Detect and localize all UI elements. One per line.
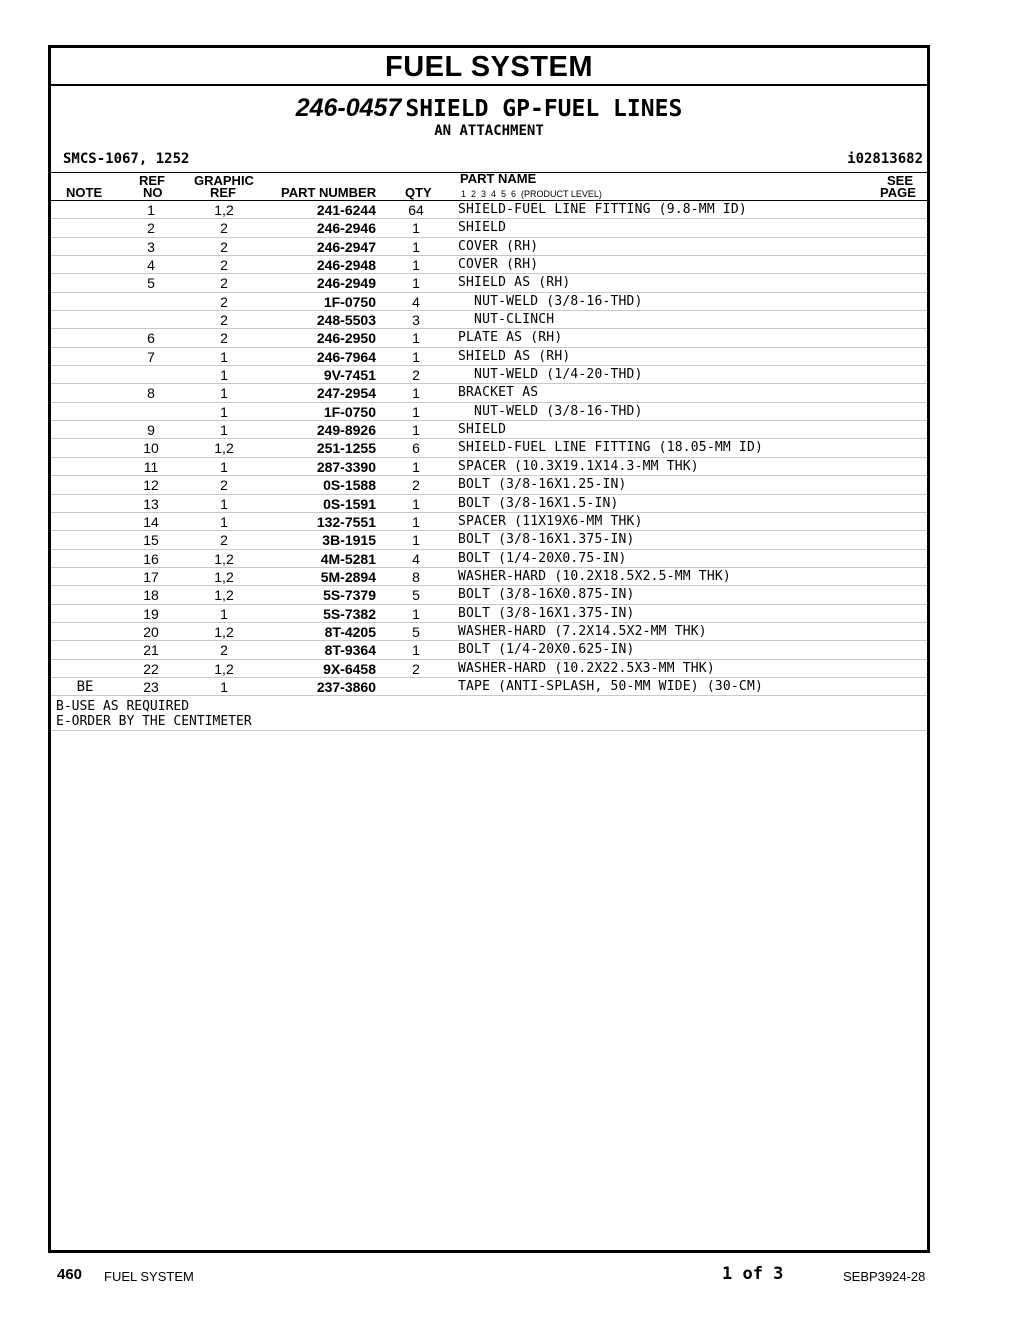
table-row [51, 219, 927, 237]
table-row [51, 660, 927, 678]
ref-no-cell: 1 [147, 202, 155, 218]
graphic-ref-cell: 1 [220, 678, 228, 695]
graphic-ref-cell: 1,2 [214, 587, 234, 604]
qty-cell: 1 [412, 532, 420, 549]
ref-no-cell: 21 [143, 642, 159, 659]
part-name-cell: WASHER-HARD (10.2X22.5X3-MM THK) [458, 660, 715, 676]
graphic-ref-cell: 1 [220, 605, 228, 622]
part-number-cell: 249-8926 [316, 422, 376, 439]
table-row [51, 458, 927, 476]
qty-cell: 2 [412, 367, 420, 384]
col-graphic-top: GRAPHIC [194, 173, 254, 188]
graphic-ref-cell: 2 [220, 477, 228, 494]
part-name-cell: WASHER-HARD (7.2X14.5X2-MM THK) [458, 623, 707, 639]
part-name-cell: PLATE AS (RH) [458, 330, 563, 346]
col-see-top: SEE [887, 173, 914, 188]
col-note: NOTE [66, 185, 103, 200]
qty-cell: 5 [412, 623, 420, 640]
graphic-ref-cell: 1 [220, 458, 228, 475]
table-row [51, 623, 927, 641]
table-row [51, 201, 927, 219]
footer-section: FUEL SYSTEM [104, 1269, 194, 1284]
part-number-cell: 248-5503 [316, 312, 376, 329]
part-number-cell: 5M-2894 [320, 568, 376, 585]
ref-no-cell: 8 [147, 385, 155, 402]
parts-table-body [51, 201, 927, 696]
table-row [51, 641, 927, 659]
qty-cell: 1 [412, 275, 420, 292]
part-number-cell: 246-2949 [316, 275, 376, 292]
ref-no-cell: 16 [143, 550, 159, 567]
part-name-cell: SPACER (11X19X6-MM THK) [458, 513, 643, 529]
part-number-cell: 241-6244 [316, 202, 376, 218]
graphic-ref-cell: 1 [220, 422, 228, 439]
graphic-ref-cell: 2 [220, 532, 228, 549]
part-number-cell: 1F-0750 [323, 403, 376, 420]
part-name-cell: NUT-WELD (3/8-16-THD) [458, 293, 643, 309]
qty-cell: 4 [412, 293, 420, 310]
group-number: 246-0457 [295, 94, 402, 122]
ref-no-cell: 22 [143, 660, 159, 677]
qty-cell: 64 [408, 202, 424, 218]
col-see-bottom: PAGE [880, 185, 916, 200]
qty-cell: 1 [412, 385, 420, 402]
graphic-ref-cell: 1 [220, 513, 228, 530]
note-line: E-ORDER BY THE CENTIMETER [56, 714, 252, 730]
qty-cell: 1 [412, 642, 420, 659]
ref-no-cell: 19 [143, 605, 159, 622]
ref-no-cell: 5 [147, 275, 155, 292]
qty-cell: 1 [412, 238, 420, 255]
graphic-ref-cell: 2 [220, 238, 228, 255]
footer-page-count: 1 of 3 [722, 1264, 784, 1284]
part-number-cell: 246-2948 [316, 257, 376, 274]
col-part-name: PART NAME [460, 171, 537, 186]
qty-cell: 5 [412, 587, 420, 604]
graphic-ref-cell: 2 [220, 330, 228, 347]
graphic-ref-cell: 2 [220, 220, 228, 237]
part-name-cell: TAPE (ANTI-SPLASH, 50-MM WIDE) (30-CM) [458, 678, 764, 694]
group-name: SHIELD GP-FUEL LINES [405, 96, 683, 122]
part-number-cell: 4M-5281 [320, 550, 376, 567]
part-number-cell: 8T-9364 [324, 642, 376, 659]
qty-cell: 1 [412, 422, 420, 439]
part-name-cell: SHIELD [458, 220, 507, 236]
table-row [51, 348, 927, 366]
note-cell: BE [76, 678, 94, 695]
part-name-cell: BRACKET AS [458, 385, 539, 401]
table-row [51, 476, 927, 494]
graphic-ref-cell: 2 [220, 642, 228, 659]
part-number-cell: 132-7551 [316, 513, 376, 530]
part-number-cell: 237-3860 [316, 678, 376, 695]
ref-no-cell: 7 [147, 348, 155, 365]
table-row [51, 384, 927, 402]
table-row [51, 256, 927, 274]
ref-no-cell: 2 [147, 220, 155, 237]
qty-cell: 4 [412, 550, 420, 567]
part-number-cell: 9X-6458 [323, 660, 376, 677]
part-number-cell: 246-7964 [316, 348, 376, 365]
qty-cell: 6 [412, 440, 420, 457]
part-number-cell: 0S-1588 [323, 477, 376, 494]
table-row [51, 274, 927, 292]
graphic-ref-cell: 1 [220, 403, 228, 420]
part-name-cell: SHIELD AS (RH) [458, 348, 571, 364]
part-name-cell: BOLT (3/8-16X0.875-IN) [458, 587, 635, 603]
ref-no-cell: 4 [147, 257, 155, 274]
graphic-ref-cell: 2 [220, 293, 228, 310]
table-row [51, 586, 927, 604]
part-number-cell: 251-1255 [316, 440, 376, 457]
ref-no-cell: 9 [147, 422, 155, 439]
qty-cell: 8 [412, 568, 420, 585]
part-name-cell: NUT-CLINCH [458, 312, 555, 328]
ref-no-cell: 10 [143, 440, 159, 457]
qty-cell: 1 [412, 458, 420, 475]
footer-document-id: SEBP3924-28 [843, 1269, 926, 1284]
col-product-levels: 1 2 3 4 5 6 (PRODUCT LEVEL) [461, 189, 602, 199]
table-row [51, 238, 927, 256]
col-part-number: PART NUMBER [281, 185, 377, 200]
table-row [51, 403, 927, 421]
table-row [51, 311, 927, 329]
ref-no-cell: 11 [143, 458, 159, 475]
part-name-cell: BOLT (3/8-16X1.375-IN) [458, 532, 635, 548]
part-name-cell: BOLT (3/8-16X1.375-IN) [458, 605, 635, 621]
part-name-cell: COVER (RH) [458, 238, 539, 254]
part-number-cell: 5S-7379 [323, 587, 376, 604]
part-number-cell: 3B-1915 [322, 532, 376, 549]
col-graphic-bottom: REF [210, 185, 236, 200]
part-name-cell: BOLT (1/4-20X0.625-IN) [458, 642, 635, 658]
table-row [51, 366, 927, 384]
ref-no-cell: 20 [143, 623, 159, 640]
qty-cell: 1 [412, 330, 420, 347]
graphic-ref-cell: 1,2 [214, 202, 234, 218]
part-name-cell: BOLT (3/8-16X1.5-IN) [458, 495, 619, 511]
graphic-ref-cell: 1,2 [214, 568, 234, 585]
notes-section [51, 696, 927, 731]
page-footer [0, 1264, 1020, 1288]
qty-cell: 1 [412, 495, 420, 512]
qty-cell: 1 [412, 605, 420, 622]
ref-no-cell: 6 [147, 330, 155, 347]
ref-no-cell: 14 [143, 513, 159, 530]
smcs-codes: SMCS-1067, 1252 [63, 151, 190, 167]
ref-no-cell: 17 [143, 568, 159, 585]
part-name-cell: BOLT (3/8-16X1.25-IN) [458, 477, 627, 493]
table-row [51, 531, 927, 549]
part-name-cell: SHIELD-FUEL LINE FITTING (18.05-MM ID) [458, 440, 764, 456]
part-name-cell: SHIELD-FUEL LINE FITTING (9.8-MM ID) [458, 202, 747, 217]
part-number-cell: 246-2946 [316, 220, 376, 237]
illustration-id: i02813682 [847, 151, 923, 167]
part-name-cell: BOLT (1/4-20X0.75-IN) [458, 550, 627, 566]
graphic-ref-cell: 1,2 [214, 550, 234, 567]
table-row [51, 678, 927, 696]
part-number-cell: 9V-7451 [323, 367, 376, 384]
table-row [51, 439, 927, 457]
part-name-cell: WASHER-HARD (10.2X18.5X2.5-MM THK) [458, 568, 731, 584]
ref-no-cell: 12 [143, 477, 159, 494]
table-row [51, 513, 927, 531]
graphic-ref-cell: 1 [220, 367, 228, 384]
table-row [51, 605, 927, 623]
footer-page-number: 460 [57, 1266, 83, 1283]
qty-cell: 1 [412, 257, 420, 274]
table-header [51, 173, 927, 201]
col-ref-bottom: NO [143, 185, 163, 200]
part-name-cell: COVER (RH) [458, 257, 539, 273]
parts-list-sheet [48, 45, 930, 1253]
ref-no-cell: 13 [143, 495, 159, 512]
section-title: FUEL SYSTEM [51, 48, 927, 86]
graphic-ref-cell: 1,2 [214, 660, 234, 677]
qty-cell: 1 [412, 220, 420, 237]
part-number-cell: 1F-0750 [323, 293, 376, 310]
graphic-ref-cell: 2 [220, 257, 228, 274]
table-row [51, 568, 927, 586]
part-number-cell: 8T-4205 [324, 623, 376, 640]
graphic-ref-cell: 1,2 [214, 440, 234, 457]
graphic-ref-cell: 2 [220, 275, 228, 292]
group-subtitle: AN ATTACHMENT [434, 123, 544, 139]
col-ref-top: REF [139, 173, 165, 188]
qty-cell: 1 [412, 348, 420, 365]
ref-no-cell: 23 [143, 678, 159, 695]
group-title [51, 95, 927, 122]
graphic-ref-cell: 1 [220, 495, 228, 512]
qty-cell: 2 [412, 660, 420, 677]
part-name-cell: NUT-WELD (3/8-16-THD) [458, 403, 643, 419]
qty-cell: 1 [412, 403, 420, 420]
qty-cell: 3 [412, 312, 420, 329]
part-name-cell: SPACER (10.3X19.1X14.3-MM THK) [458, 458, 699, 474]
qty-cell: 1 [412, 513, 420, 530]
col-qty: QTY [405, 185, 432, 200]
ref-no-cell: 3 [147, 238, 155, 255]
graphic-ref-cell: 1 [220, 385, 228, 402]
part-name-cell: SHIELD [458, 422, 507, 438]
table-row [51, 550, 927, 568]
table-row [51, 495, 927, 513]
ref-no-cell: 18 [143, 587, 159, 604]
note-line: B-USE AS REQUIRED [56, 699, 190, 715]
table-row [51, 329, 927, 347]
smcs-row [51, 150, 927, 173]
qty-cell: 2 [412, 477, 420, 494]
part-number-cell: 287-3390 [316, 458, 376, 475]
part-number-cell: 5S-7382 [323, 605, 376, 622]
part-number-cell: 247-2954 [316, 385, 376, 402]
part-name-cell: SHIELD AS (RH) [458, 275, 571, 291]
table-row [51, 421, 927, 439]
ref-no-cell: 15 [143, 532, 159, 549]
part-name-cell: NUT-WELD (1/4-20-THD) [458, 367, 643, 383]
graphic-ref-cell: 1,2 [214, 623, 234, 640]
part-number-cell: 246-2950 [316, 330, 376, 347]
graphic-ref-cell: 2 [220, 312, 228, 329]
table-row [51, 293, 927, 311]
graphic-ref-cell: 1 [220, 348, 228, 365]
part-number-cell: 0S-1591 [323, 495, 376, 512]
part-number-cell: 246-2947 [316, 238, 376, 255]
